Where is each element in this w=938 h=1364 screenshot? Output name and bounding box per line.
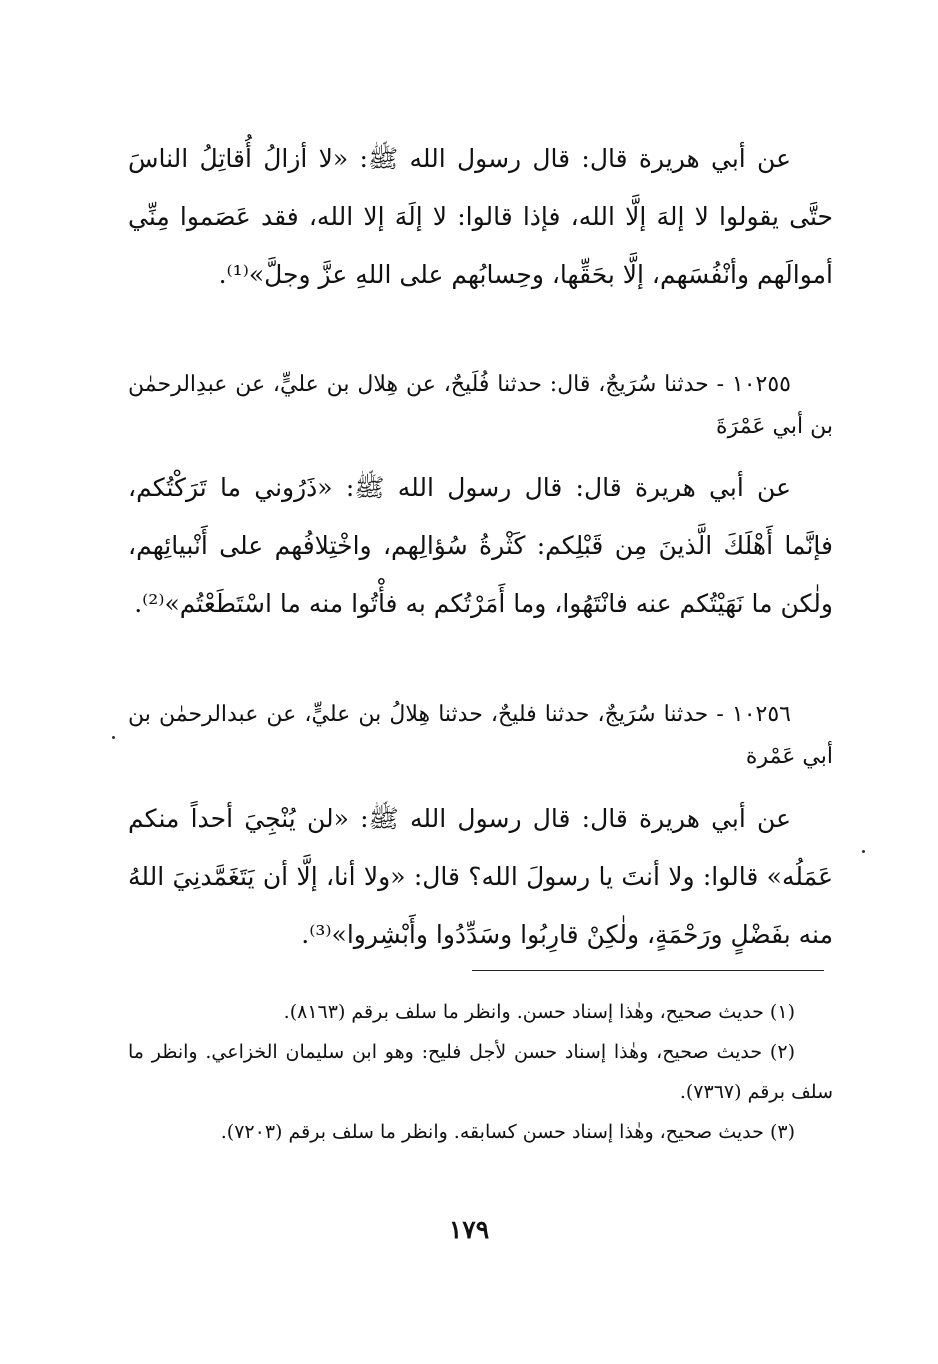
footnote-3: (٣) حديث صحيح، وهٰذا إسناد حسن كسابقه. وانظر ما سلف برقم (٧٢٠٣). (220, 1121, 795, 1143)
isnad-10255: ١٠٢٥٥ - حدثنا سُرَيجٌ، قال: حدثنا فُلَيحٌ، عن هِلال بن عليٍّ، عن عبدِالرحمٰن بن أبي عَمْرَةَ (128, 372, 833, 439)
isnad-10256: ١٠٢٥٦ - حدثنا سُرَيجٌ، حدثنا فليحٌ، حدثنا هِلالُ بن عليٍّ، عن عبدالرحمٰن بن أبي عَمْرة (128, 702, 833, 769)
scan-speck (112, 736, 115, 739)
footnote-2: (٢) حديث صحيح، وهٰذا إسناد حسن لأجل فليح: وهو ابن سليمان الخزاعي. وانظر ما سلف برقم (٧٣٦٧). (128, 1041, 833, 1103)
hadith-paragraph-2: عن أبي هريرة قال: قال رسول الله ﷺ: «ذَرُوني ما تَرَكْتُكم، فإنَّما أَهْلَكَ الَّذينَ مِن قَبْلِكم: كَثْرةُ سُؤالِهم، واخْتِلافُهم على أَنْبيائِهم، ولٰكن ما نَهَيْتُكم عنه فانْتَهُوا، وما أَمَرْتُكم به فأْتُوا منه ما اسْتَطَعْتُم»⁽²⁾. (128, 473, 833, 618)
scan-speck (862, 850, 865, 853)
page-number: ١٧٩ (448, 1215, 490, 1244)
footnote-1: (١) حديث صحيح، وهٰذا إسناد حسن. وانظر ما سلف برقم (٨١٦٣). (283, 1001, 795, 1023)
hadith-paragraph-3: عن أبي هريرة قال: قال رسول الله ﷺ: «لن يُنْجِيَ أحداً منكم عَمَلُه» قالوا: ولا أنتَ يا رسولَ الله؟ قال: «ولا أنا، إلَّا أن يَتَغَمَّدنِيَ اللهُ منه بفَضْلٍ ورَحْمَةٍ، ولٰكِنْ قارِبُوا وسَدِّدُوا وأَبْشِروا»⁽³⁾. (128, 804, 833, 949)
footnote-separator (472, 970, 824, 971)
hadith-paragraph-1: عن أبي هريرة قال: قال رسول الله ﷺ: «لا أزالُ أُقاتِلُ الناسَ حتَّى يقولوا لا إلهَ إلَّا الله، فإذا قالوا: لا إلَهَ إلا الله، فقد عَصَموا مِنِّي أموالَهم وأنْفُسَهم، إلَّا بحَقِّها، وحِسابُهم على اللهِ عزَّ وجلَّ»⁽¹⁾. (128, 144, 833, 289)
footnotes (128, 992, 833, 1152)
